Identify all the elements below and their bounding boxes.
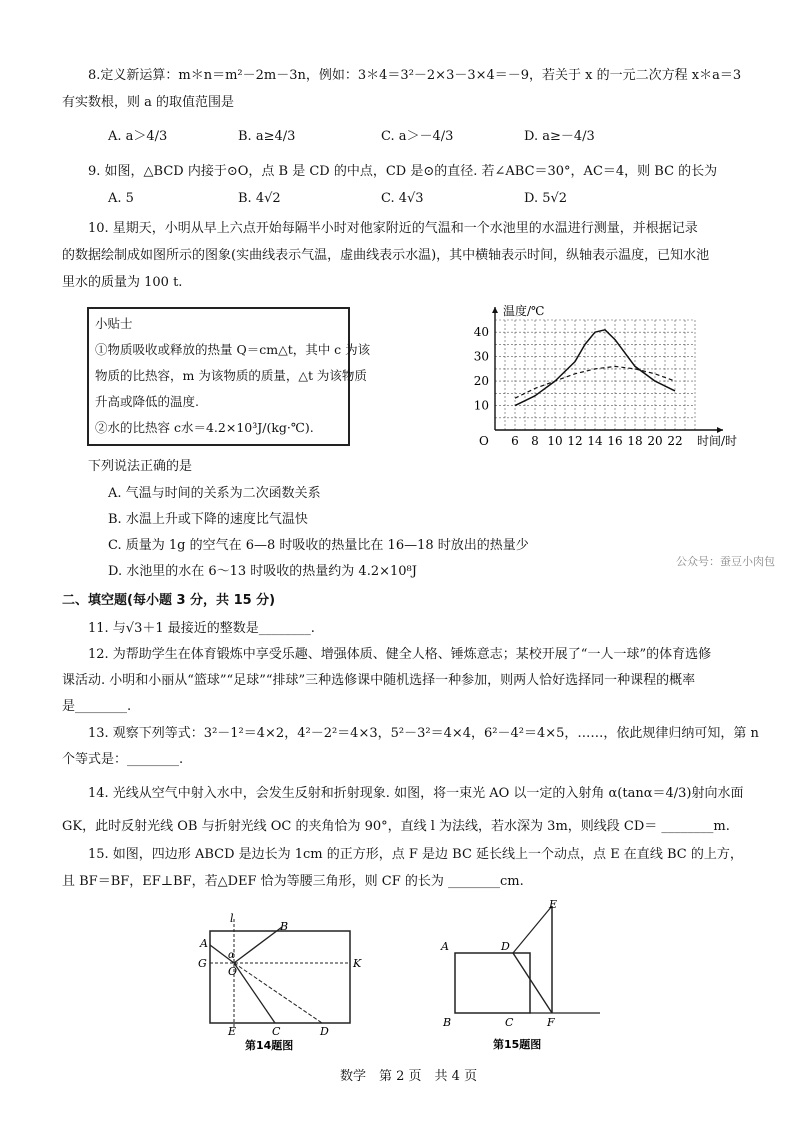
x-tick-label: 8: [531, 434, 539, 448]
tip-line1: ①物质吸收或释放的热量 Q＝cm△t，其中 c 为该: [95, 342, 371, 357]
q8-option-d: D. a≥－4/3: [524, 129, 595, 144]
x-tick-label: 14: [587, 434, 603, 448]
q9-option-a: A. 5: [108, 191, 134, 206]
q12-line2: 课活动. 小明和小丽从“篮球”“足球”“排球”三种选修课中随机选择一种参加，则两人恰好选择同一种课程的概率: [62, 673, 696, 688]
y-axis-label: 温度/℃: [503, 304, 545, 318]
figure-14: [190, 905, 370, 1055]
q10-line1: 10. 星期天，小明从早上六点开始每隔半小时对他家附近的气温和一个水池里的水温进行测量，并根据记录: [88, 221, 698, 236]
q9-option-d: D. 5√2: [524, 191, 568, 206]
x-tick-label: 10: [547, 434, 563, 448]
q8-option-a: A. a＞4/3: [108, 129, 168, 144]
q10-option-d: D. 水池里的水在 6～13 时吸收的热量约为 4.2×10⁸J: [108, 564, 417, 579]
q9-line1: 9. 如图，△BCD 内接于⊙O，点 B 是 CD 的中点，CD 是⊙的直径. 若∠ABC＝30°，AC＝4，则 BC 的长为: [88, 164, 718, 179]
x-tick-label: 6: [511, 434, 519, 448]
fig15-label-e: E: [549, 898, 558, 911]
q10-option-a: A. 气温与时间的关系为二次函数关系: [108, 486, 321, 501]
fig14-label-k: K: [353, 957, 362, 970]
q9-option-c: C. 4√3: [381, 191, 424, 206]
y-tick-label: 40: [473, 325, 489, 340]
fig15-label-b: B: [443, 1016, 452, 1029]
fig15-label-a: A: [441, 940, 449, 953]
tip-line4: ②水的比热容 c水＝4.2×10³J/(kg·℃).: [95, 420, 314, 435]
q10-question: 下列说法正确的是: [88, 459, 193, 474]
q8-option-c: C. a＞－4/3: [381, 129, 454, 144]
x-tick-label: 20: [647, 434, 663, 448]
fig15-label-f: F: [547, 1016, 555, 1029]
x-axis-label: 时间/时: [697, 434, 738, 448]
page-footer: 数学 第 2 页 共 4 页: [340, 1069, 478, 1084]
q13-line1: 13. 观察下列等式：3²－1²＝4×2，4²－2²＝4×3，5²－3²＝4×4，6²－4²＝4×5，……，依此规律归纳可知，第 n: [88, 726, 759, 741]
fig14-caption: 第14题图: [245, 1039, 294, 1052]
q8-option-b: B. a≥4/3: [238, 129, 296, 144]
fig14-label-c: C: [272, 1025, 281, 1038]
fig14-label-g: G: [198, 957, 207, 970]
q10-line2: 的数据绘制成如图所示的图象(实曲线表示气温，虚曲线表示水温)，其中横轴表示时间，纵轴表示温度，已知水池: [62, 248, 710, 263]
q14-line1: 14. 光线从空气中射入水中，会发生反射和折射现象. 如图，将一束光 AO 以一定的入射角 α(tanα＝4/3)射向水面: [88, 786, 744, 801]
watermark: 公众号：蚕豆小肉包: [676, 555, 775, 568]
q15-line1: 15. 如图，四边形 ABCD 是边长为 1cm 的正方形，点 F 是边 BC 延长线上一个动点，点 E 在直线 BC 的上方，: [88, 847, 743, 862]
q10-line3: 里水的质量为 100 t.: [62, 275, 183, 290]
q11: 11. 与√3＋1 最接近的整数是________.: [88, 621, 315, 636]
q13-line2: 个等式是：________.: [62, 752, 184, 767]
q8-line2: 有实数根，则 a 的取值范围是: [62, 95, 235, 110]
y-axis-arrow: [492, 307, 498, 313]
figure-15: [435, 898, 615, 1053]
fig14-label-alpha: α: [228, 950, 235, 961]
q10-option-c: C. 质量为 1g 的空气在 6—8 时吸收的热量比在 16—18 时放出的热量少: [108, 538, 529, 553]
q12-line1: 12. 为帮助学生在体育锻炼中享受乐趣、增强体质、健全人格、锤炼意志；某校开展了“一人一球”的体育选修: [88, 647, 712, 662]
tip-title: 小贴士: [95, 316, 133, 331]
q15-line2: 且 BF＝BF，EF⊥BF，若△DEF 恰为等腰三角形，则 CF 的长为 ________cm.: [62, 874, 524, 889]
tip-line2: 物质的比热容，m 为该物质的质量，△t 为该物质: [95, 368, 367, 383]
y-tick-label: 10: [473, 398, 489, 413]
origin-label: O: [479, 434, 489, 448]
fig15-label-c: C: [505, 1016, 514, 1029]
tip-line3: 升高或降低的温度.: [95, 394, 199, 409]
tip-box: [87, 307, 371, 446]
section-heading: 二、填空题(每小题 3 分，共 15 分): [62, 593, 276, 608]
x-axis-arrow: [717, 427, 723, 433]
x-tick-label: 16: [607, 434, 623, 448]
y-tick-label: 20: [473, 374, 489, 389]
fig14-label-l: l: [230, 912, 234, 925]
fig14-label-e: E: [228, 1025, 237, 1038]
fig15-caption: 第15题图: [493, 1038, 542, 1051]
x-tick-label: 22: [667, 434, 683, 448]
x-tick-label: 12: [567, 434, 583, 448]
y-tick-label: 30: [473, 349, 489, 364]
x-tick-label: 18: [627, 434, 643, 448]
fig15-label-d: D: [501, 940, 510, 953]
temperature-chart: [455, 295, 755, 455]
q8-line1: 8.定义新运算：m＊n＝m²－2m－3n，例如：3＊4＝3²－2×3－3×4＝－9，若关于 x 的一元二次方程 x＊a＝3: [88, 68, 742, 83]
fig14-label-b: B: [280, 920, 289, 933]
q9-option-b: B. 4√2: [238, 191, 281, 206]
fig14-label-d: D: [320, 1025, 329, 1038]
q14-line2: GK，此时反射光线 OB 与折射光线 OC 的夹角恰为 90°，直线 l 为法线，若水深为 3m，则线段 CD＝ ________m.: [62, 819, 730, 834]
fig14-label-a: A: [200, 937, 208, 950]
q10-option-b: B. 水温上升或下降的速度比气温快: [108, 512, 308, 527]
q12-line3: 是________.: [62, 699, 132, 714]
fig14-label-o: O: [228, 965, 238, 978]
